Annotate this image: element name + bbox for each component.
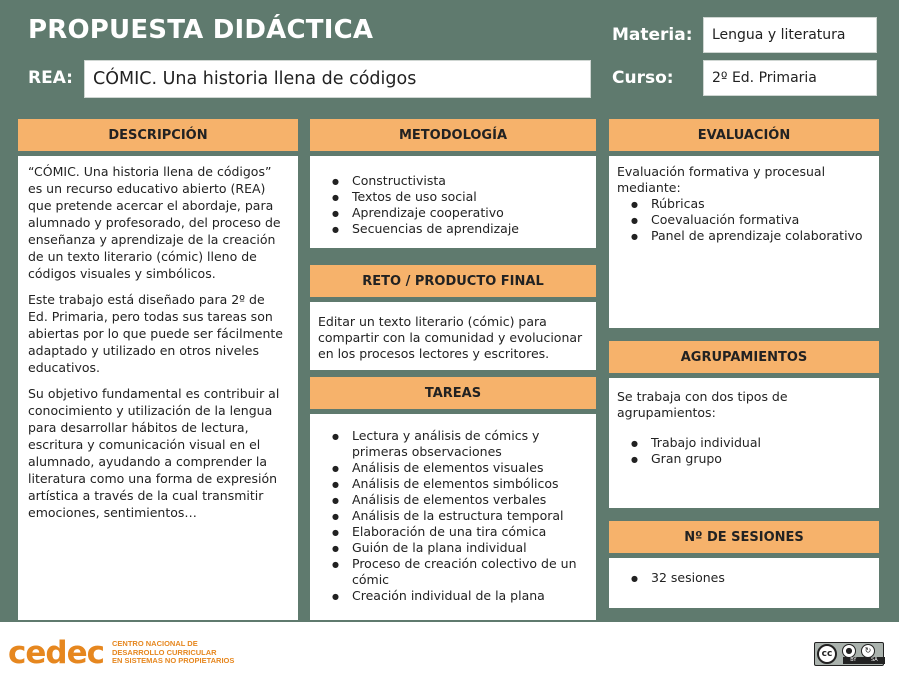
metodologia-panel bbox=[310, 156, 596, 248]
list-item: ● Aprendizaje cooperativo bbox=[324, 205, 588, 221]
logo-line: EN SISTEMAS NO PROPIETARIOS bbox=[112, 656, 235, 666]
logo-line: DESARROLLO CURRICULAR bbox=[112, 647, 217, 657]
descripcion-paragraph: Su objetivo fundamental es contribuir al conocimiento y utilización de la lengua para desarrollar hábitos de lectura, escritura y comunicación visual en el alumnado, ayudando a comprender la literatura como una forma de expresión artística a través de la cual transmitir emociones, sentimientos… bbox=[28, 386, 280, 520]
evaluacion-panel bbox=[609, 156, 879, 328]
metodologia-header: METODOLOGÍA bbox=[310, 119, 596, 151]
list-item: ● Constructivista bbox=[324, 173, 588, 189]
curso-label: Curso: bbox=[612, 68, 674, 88]
cedec-logo bbox=[8, 636, 234, 670]
sesiones-list bbox=[617, 570, 871, 586]
reto-panel bbox=[310, 302, 596, 370]
evaluacion-intro: Evaluación formativa y procesual mediante: bbox=[617, 164, 826, 195]
list-item: ● Panel de aprendizaje colaborativo bbox=[623, 228, 871, 244]
list-item: ● 32 sesiones bbox=[623, 570, 871, 586]
tareas-list bbox=[324, 428, 588, 604]
cc-icon: cc bbox=[817, 644, 837, 664]
list-item: ● Guión de la plana individual bbox=[324, 540, 588, 556]
list-item: ● Coevaluación formativa bbox=[623, 212, 871, 228]
materia-label: Materia: bbox=[612, 25, 693, 45]
evaluacion-header: EVALUACIÓN bbox=[609, 119, 879, 151]
sesiones-panel bbox=[609, 558, 879, 608]
metodologia-list bbox=[324, 173, 588, 237]
sa-share-icon: ↻ bbox=[861, 644, 875, 658]
page-title: PROPUESTA DIDÁCTICA bbox=[28, 15, 374, 45]
by-person-icon: ● bbox=[842, 644, 856, 658]
cedec-logo-text bbox=[112, 640, 234, 666]
tareas-panel bbox=[310, 414, 596, 620]
descripcion-paragraph: “CÓMIC. Una historia llena de códigos” es un recurso educativo abierto (REA) que pretende acercar el abordaje, para alumnado y profesorado, del proceso de enseñanza y aprendizaje de la creación de un texto literario (cómic) lleno de códigos visuales y simbólicos. bbox=[28, 164, 281, 281]
cc-tags bbox=[843, 657, 885, 664]
agrupamientos-list bbox=[617, 435, 871, 467]
rea-label: REA: bbox=[28, 68, 73, 88]
list-item: ● Rúbricas bbox=[623, 196, 871, 212]
tareas-header: TAREAS bbox=[310, 377, 596, 409]
descripcion-paragraph: Este trabajo está diseñado para 2º de Ed. Primaria, pero todas sus tareas son abiertas por lo que puede ser fácilmente adaptado y utilizado en otros niveles educativos. bbox=[28, 292, 283, 375]
cc-tag: SA bbox=[871, 657, 878, 663]
descripcion-panel bbox=[18, 156, 298, 620]
cedec-logo-word: cedec bbox=[8, 635, 104, 671]
rea-value: CÓMIC. Una historia llena de códigos bbox=[84, 60, 591, 98]
list-item: ● Trabajo individual bbox=[623, 435, 871, 451]
cc-tag: BY bbox=[850, 657, 857, 663]
list-item: ● Secuencias de aprendizaje bbox=[324, 221, 588, 237]
list-item: ● Textos de uso social bbox=[324, 189, 588, 205]
sesiones-header: Nº DE SESIONES bbox=[609, 521, 879, 553]
list-item: ● Creación individual de la plana bbox=[324, 588, 588, 604]
list-item: ● Gran grupo bbox=[623, 451, 871, 467]
curso-value: 2º Ed. Primaria bbox=[703, 60, 877, 96]
list-item: ● Proceso de creación colectivo de un cómic bbox=[324, 556, 588, 588]
descripcion-header: DESCRIPCIÓN bbox=[18, 119, 298, 151]
reto-text: Editar un texto literario (cómic) para compartir con la comunidad y evolucionar en los procesos lectores y escritores. bbox=[318, 314, 583, 361]
evaluacion-list bbox=[617, 196, 871, 244]
agrupamientos-header: AGRUPAMIENTOS bbox=[609, 341, 879, 373]
list-item: ● Análisis de elementos visuales bbox=[324, 460, 588, 476]
agrupamientos-panel bbox=[609, 378, 879, 508]
list-item: ● Elaboración de una tira cómica bbox=[324, 524, 588, 540]
reto-header: RETO / PRODUCTO FINAL bbox=[310, 265, 596, 297]
list-item: ● Análisis de elementos simbólicos bbox=[324, 476, 588, 492]
materia-value: Lengua y literatura bbox=[703, 17, 877, 53]
cc-by-sa-icon bbox=[814, 642, 884, 666]
list-item: ● Análisis de la estructura temporal bbox=[324, 508, 588, 524]
list-item: ● Análisis de elementos verbales bbox=[324, 492, 588, 508]
list-item: ● Lectura y análisis de cómics y primeras observaciones bbox=[324, 428, 588, 460]
agrupamientos-intro: Se trabaja con dos tipos de agrupamientos: bbox=[617, 389, 788, 420]
logo-line: CENTRO NACIONAL DE bbox=[112, 639, 198, 649]
